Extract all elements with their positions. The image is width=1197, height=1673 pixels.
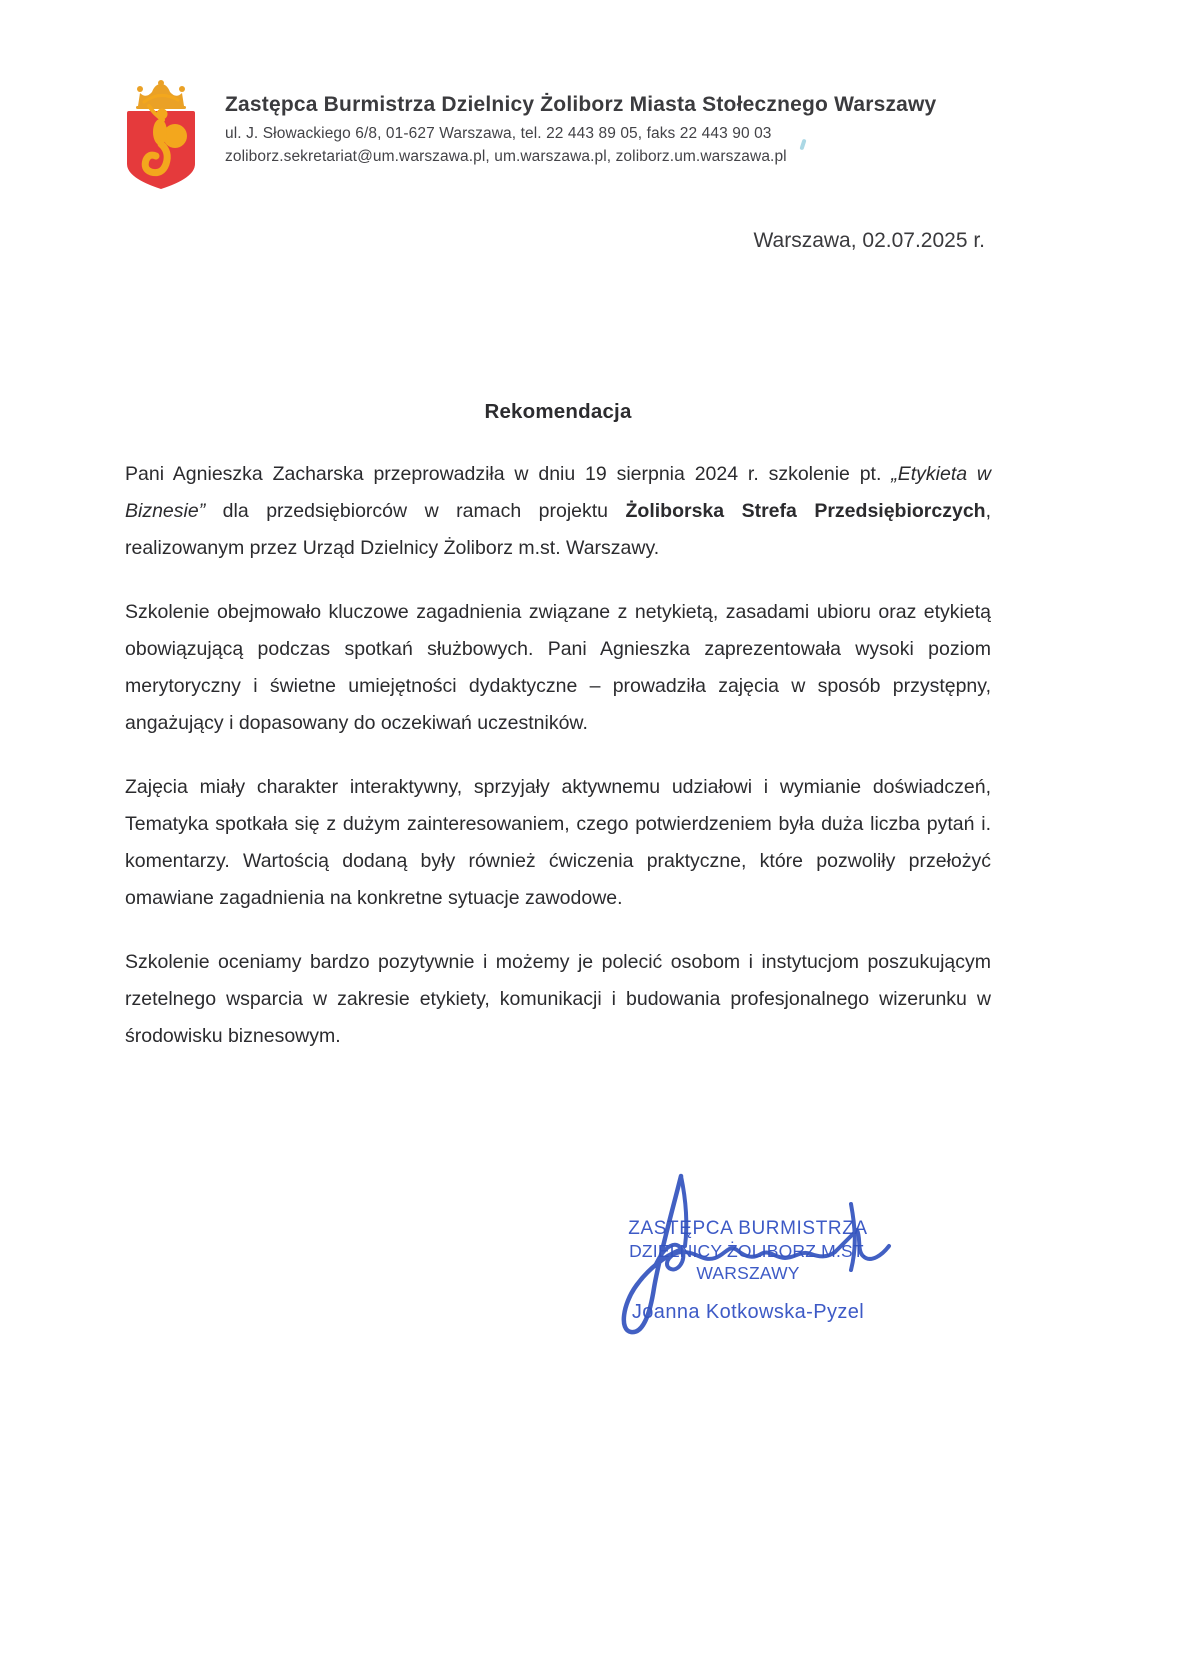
date-line: Warszawa, 02.07.2025 r. [753, 229, 985, 252]
letter-body [125, 456, 991, 1082]
letterhead-text [225, 80, 936, 192]
paragraph-3: Zajęcia miały charakter interaktywny, sprzyjały aktywnemu udziałowi i wymianie doświadczeń, Tematyka spotkała się z dużym zainteresowaniem, czego potwierdzeniem była duża liczba pytań i. komentarzy. Wartością dodaną były również ćwiczenia praktyczne, które pozwoliły przełożyć omawiane zagadnienia na konkretne sytuacje zawodowe. [125, 776, 991, 909]
letterhead-contact-line: zoliborz.sekretariat@um.warszawa.pl, um.warszawa.pl, zoliborz.um.warszawa.pl [225, 148, 787, 165]
paragraph-1-bold: Żoliborska Strefa Przedsiębiorczych [625, 500, 986, 522]
letterhead [118, 80, 936, 192]
stamp-line-1: ZASTĘPCA BURMISTRZA [628, 1218, 868, 1239]
signer-name: Joanna Kotkowska-Pyzel [631, 1301, 865, 1323]
document-title: Rekomendacja [484, 400, 632, 423]
paragraph-4: Szkolenie oceniamy bardzo pozytywnie i możemy je polecić osobom i instytucjom poszukującym rzetelnego wsparcia w zakresie etykiety, komunikacji i budowania profesjonalnego wizerunku w środowisku biznesowym. [125, 951, 991, 1047]
official-stamp [596, 1218, 900, 1323]
letterhead-address-line: ul. J. Słowackiego 6/8, 01-627 Warszawa, tel. 22 443 89 05, faks 22 443 90 03 [225, 125, 772, 142]
paragraph-2: Szkolenie obejmowało kluczowe zagadnienia związane z netykietą, zasadami ubioru oraz etykietą obowiązującą podczas spotkań służbowych. Pani Agnieszka zaprezentowała wysoki poziom merytoryczny i świetne umiejętności dydaktyczne – prowadziła zajęcia w sposób przystępny, angażujący i dopasowany do oczekiwań uczestników. [125, 601, 991, 734]
paragraph-1-text: , realizowanym przez Urząd Dzielnicy Żoliborz m.st. Warszawy. [125, 500, 991, 559]
paragraph-1-italic: „Etykieta w Biznesie” [125, 463, 991, 522]
paragraph-1 [125, 456, 991, 567]
paragraph-1-text: Pani Agnieszka Zacharska przeprowadziła w dniu 19 sierpnia 2024 r. szkolenie pt. [125, 463, 892, 485]
paragraph-1-text: dla przedsiębiorców w ramach projektu [205, 500, 626, 522]
letterhead-org-line: Zastępca Burmistrza Dzielnicy Żoliborz Miasta Stołecznego Warszawy [225, 93, 937, 116]
stamp-line-2: DZIELNICY ŻOLIBORZ M.ST. WARSZAWY [629, 1241, 867, 1283]
warsaw-crest-logo [118, 80, 204, 192]
